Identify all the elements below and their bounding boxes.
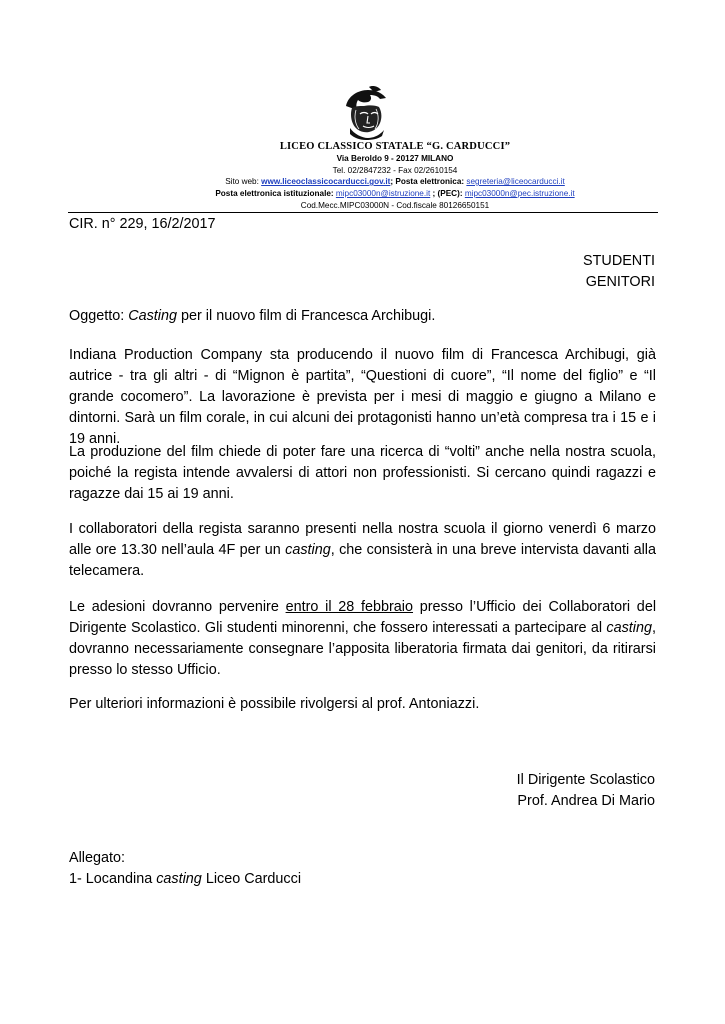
p4-text-c: , dovranno necessariamente consegnare l’apposita liberatoria firmata dai genitori, da ritirarsi presso lo stesso Ufficio.	[69, 620, 656, 678]
attachment-item-b: Liceo Carducci	[201, 871, 302, 887]
header-divider	[68, 212, 658, 213]
pec-link[interactable]: mipc03000n@istruzione.it	[335, 189, 431, 198]
p3-text-b: , che consisterà in una breve intervista davanti alla telecamera.	[69, 542, 657, 579]
pec-label: Posta elettronica istituzionale:	[215, 189, 336, 198]
attachment-label: Allegato:	[69, 850, 126, 866]
signature-role: Il Dirigente Scolastico	[516, 772, 655, 788]
signature-block	[517, 770, 655, 812]
school-pec-line	[150, 189, 640, 198]
school-name: LICEO CLASSICO STATALE “G. CARDUCCI”	[279, 141, 511, 152]
p3-text-a: I collaboratori della regista saranno presenti nella nostra scuola il giorno venerdì 6 marzo alle ore 13.30 nell’aula 4F per un	[69, 521, 656, 558]
pec2-link[interactable]: mipc03000n@pec.istruzione.it	[464, 189, 575, 198]
recipients	[583, 251, 655, 293]
subject-emph: Casting	[128, 308, 177, 324]
subject-rest: per il nuovo film di Francesca Archibugi.	[177, 308, 436, 324]
email-label: ; Posta elettronica:	[390, 177, 467, 186]
school-web-line	[150, 177, 640, 186]
p3-emph: casting	[285, 542, 331, 558]
attachment-item-a: 1- Locandina	[69, 871, 157, 887]
email-link[interactable]: segreteria@liceocarducci.it	[466, 177, 565, 186]
paragraph-search: La produzione del film chiede di poter fare una ricerca di “volti” anche nella nostra scuola, poiché la regista intende avvalersi di attori non professionisti. Si cercano quindi ragazzi e ragazze dai 15 ai 19 anni.	[69, 444, 656, 502]
attachment-block	[69, 848, 301, 890]
subject-line	[69, 306, 435, 327]
attachment-item-emph: casting	[156, 871, 202, 887]
web-link[interactable]: www.liceoclassicocarducci.gov.it	[261, 177, 391, 186]
school-tel-fax: Tel. 02/2847232 - Fax 02/2610154	[332, 166, 458, 175]
pec2-label: ; (PEC):	[430, 189, 465, 198]
p4-text-a: Le adesioni dovranno pervenire	[69, 599, 286, 615]
attachment-item	[69, 869, 301, 890]
school-codes: Cod.Mecc.MIPC03000N - Cod.fiscale 80126650151	[300, 201, 490, 210]
paragraph-info: Per ulteriori informazioni è possibile rivolgersi al prof. Antoniazzi.	[69, 696, 480, 712]
paragraph-adhesions	[69, 597, 656, 681]
signature-name: Prof. Andrea Di Mario	[517, 793, 655, 809]
carducci-head-emblem-icon	[338, 84, 394, 140]
recipient-studenti: STUDENTI	[583, 253, 655, 269]
p4-deadline: entro il 28 febbraio	[285, 599, 414, 615]
subject-label: Oggetto:	[69, 308, 129, 324]
paragraph-casting-date	[69, 519, 656, 582]
school-address: Via Beroldo 9 - 20127 MILANO	[336, 154, 454, 163]
p4-emph: casting	[606, 620, 652, 636]
web-label: Sito web:	[225, 177, 262, 186]
recipient-genitori: GENITORI	[585, 274, 655, 290]
paragraph-production: Indiana Production Company sta producendo il nuovo film di Francesca Archibugi, già autrice - tra gli altri - di “Mignon è partita”, “Questioni di cuore”, “Il nome del figlio” e “Il grande cocomero”. La lavorazione è prevista per i mesi di maggio e giugno a Milano e dintorni. Sarà un film corale, in cui alcuni dei protagonisti hanno un’età compresa tra i 15 e i 19 anni.	[69, 347, 656, 447]
p4-text-b: presso l’Ufficio dei Collaboratori del Dirigente Scolastico. Gli studenti minorenni, che fossero interessati a partecipare al	[69, 599, 657, 636]
circular-number-date: CIR. n° 229, 16/2/2017	[69, 216, 216, 232]
